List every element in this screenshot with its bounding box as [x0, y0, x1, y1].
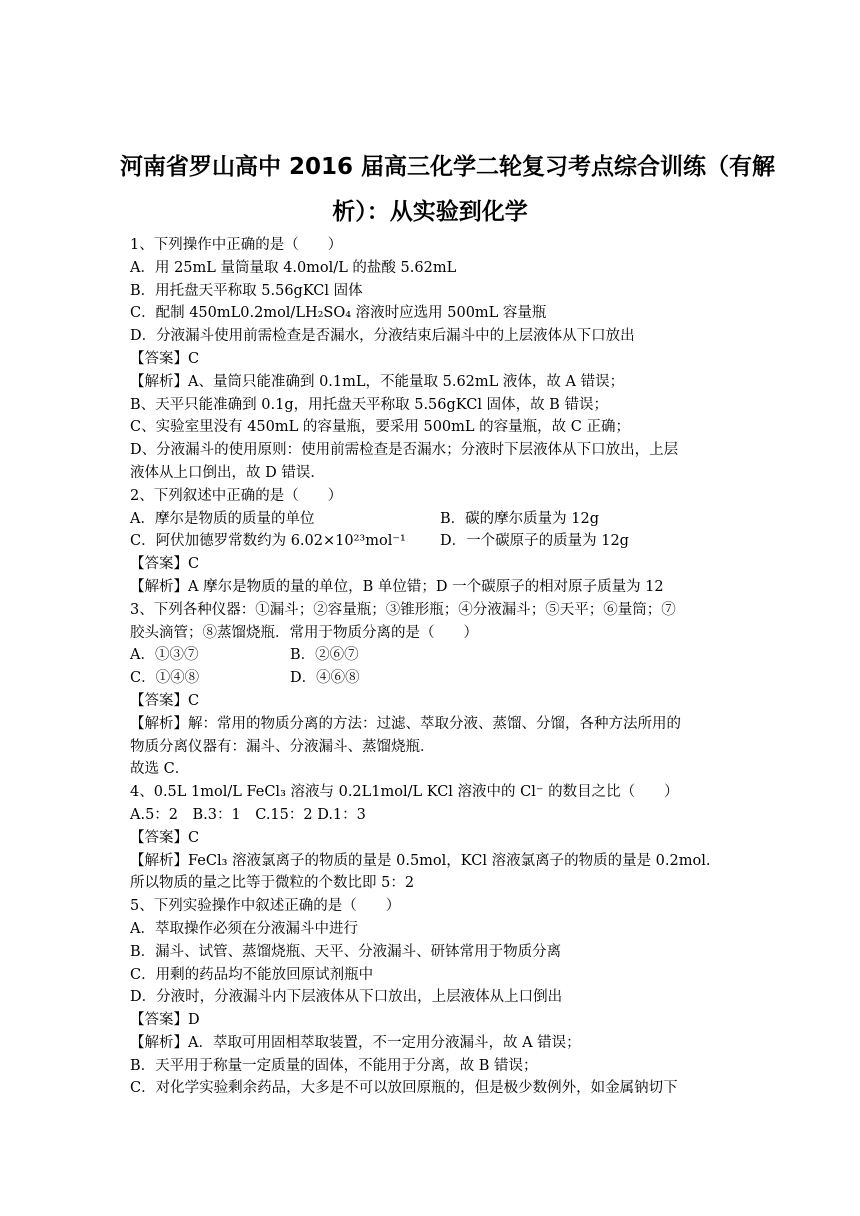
text-line: B、天平只能准确到 0.1g，用托盘天平称取 5.56gKCl 固体，故 B 错误； [130, 396, 608, 413]
document-body [130, 234, 740, 1100]
option-text: D．④⑥⑧ [290, 670, 360, 687]
text-line: C．用剩的药品均不能放回原试剂瓶中 [130, 966, 374, 983]
text-line: A．萃取操作必须在分液漏斗中进行 [130, 920, 358, 937]
text-line: 液体从上口倒出，故 D 错误． [130, 464, 325, 481]
text-line: 【答案】C [130, 829, 200, 846]
page-title-line-2: 析）：从实验到化学 [332, 199, 528, 225]
text-line: D、分液漏斗的使用原则：使用前需检查是否漏水；分液时下层液体从下口放出，上层 [130, 442, 679, 459]
text-line [130, 644, 740, 667]
text-line: C．对化学实验剩余药品，大多是不可以放回原瓶的，但是极少数例外，如金属钠切下 [130, 1080, 678, 1097]
text-line: 胶头滴管；⑧蒸馏烧瓶．常用于物质分离的是（ ） [130, 624, 478, 641]
text-line: 【解析】A、量筒只能准确到 0.1mL，不能量取 5.62mL 液体，故 A 错误； [130, 373, 625, 390]
text-line: 【解析】解：常用的物质分离的方法：过滤、萃取分液、蒸馏、分馏，各种方法所用的 [130, 715, 681, 732]
text-line: 3、下列各种仪器：①漏斗；②容量瓶；③锥形瓶；④分液漏斗；⑤天平；⑥量筒；⑦ [130, 601, 676, 618]
text-line: 【答案】C [130, 556, 200, 573]
text-line: 【解析】A．萃取可用固相萃取装置，不一定用分液漏斗，故 A 错误； [130, 1034, 581, 1051]
text-line: B．用托盘天平称取 5.56gKCl 固体 [130, 282, 363, 299]
text-line: 【答案】D [130, 1012, 200, 1029]
option-text: D．一个碳原子的质量为 12g [440, 533, 629, 550]
option-text: A．摩尔是物质的质量的单位 [130, 510, 315, 527]
option-text: C．阿伏加德罗常数约为 6.02×10²³mol⁻¹ [130, 533, 406, 550]
text-line [130, 667, 740, 690]
text-line [130, 508, 740, 531]
text-line: D．分液漏斗使用前需检查是否漏水，分液结束后漏斗中的上层液体从下口放出 [130, 328, 635, 345]
text-line: 4、0.5L 1mol/L FeCl₃ 溶液与 0.2L1mol/L KCl 溶液中的 Cl⁻ 的数目之比（ ） [130, 784, 679, 801]
text-line: 【答案】C [130, 692, 200, 709]
text-line: A.5：2 B.3：1 C.15：2 D.1：3 [130, 806, 366, 823]
text-line: 故选 C． [130, 761, 190, 778]
text-line [130, 530, 740, 553]
text-line: 1、下列操作中正确的是（ ） [130, 237, 343, 253]
option-text: A．①③⑦ [130, 647, 199, 664]
text-line: A．用 25mL 量筒量取 4.0mol/L 的盐酸 5.62mL [130, 259, 457, 276]
text-line: C．配制 450mL0.2mol/LH₂SO₄ 溶液时应选用 500mL 容量瓶 [130, 305, 547, 322]
text-line: 【解析】FeCl₃ 溶液氯离子的物质的量是 0.5mol，KCl 溶液氯离子的物质的量是 0.2mol. [130, 852, 711, 869]
text-line: B．漏斗、试管、蒸馏烧瓶、天平、分液漏斗、研钵常用于物质分离 [130, 943, 562, 960]
text-line: B．天平用于称量一定质量的固体，不能用于分离，故 B 错误； [130, 1057, 538, 1074]
text-line: 5、下列实验操作中叙述正确的是（ ） [130, 898, 401, 915]
text-line: 【答案】C [130, 350, 200, 367]
text-line: 所以物质的量之比等于微粒的个数比即 5：2 [130, 875, 415, 892]
text-line: 2、下列叙述中正确的是（ ） [130, 487, 343, 504]
text-line: C、实验室里没有 450mL 的容量瓶，要采用 500mL 的容量瓶，故 C 正确； [130, 419, 630, 436]
option-text: B．碳的摩尔质量为 12g [440, 510, 599, 527]
option-text: C．①④⑧ [130, 670, 200, 687]
option-text: B．②⑥⑦ [290, 647, 359, 664]
text-line: 【解析】A 摩尔是物质的量的单位，B 单位错；D 一个碳原子的相对原子质量为 12 [130, 578, 664, 595]
text-line: 物质分离仪器有：漏斗、分液漏斗、蒸馏烧瓶． [130, 738, 435, 755]
page-title-line-1: 河南省罗山高中 2016 届高三化学二轮复习考点综合训练（有解 [120, 154, 776, 180]
text-line: D．分液时，分液漏斗内下层液体从下口放出，上层液体从上口倒出 [130, 989, 563, 1006]
